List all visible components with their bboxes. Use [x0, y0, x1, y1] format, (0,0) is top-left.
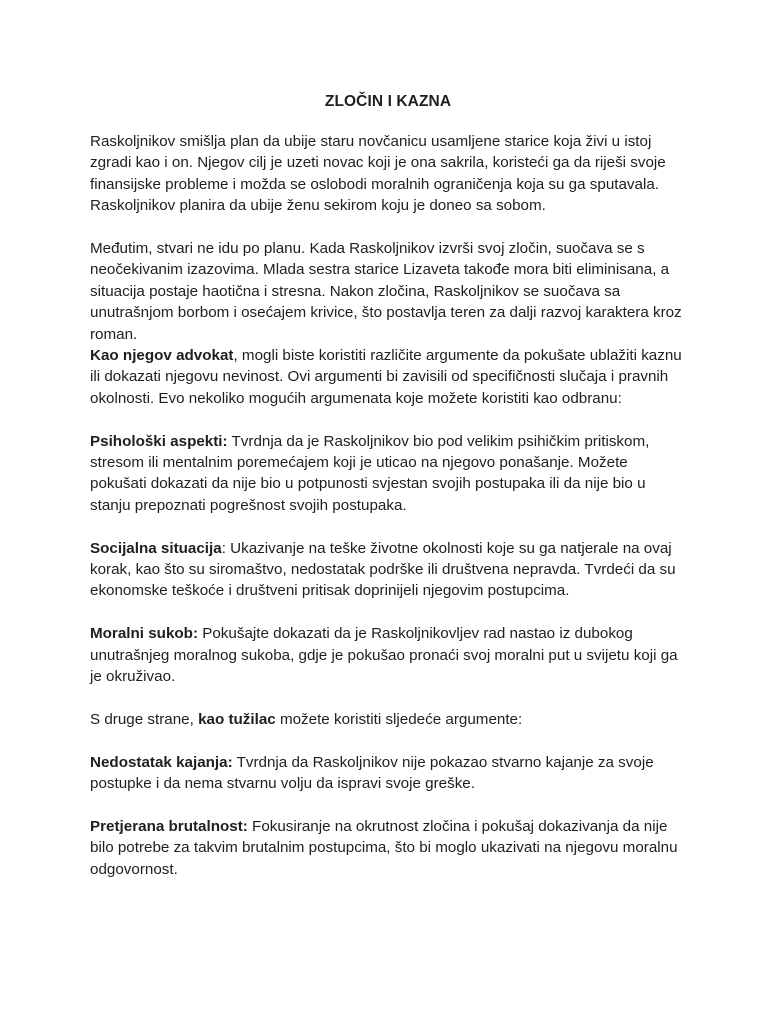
defense-lead-paragraph: [90, 345, 686, 409]
defense-item-label: Moralni sukob:: [90, 625, 199, 643]
defense-item-moral: [90, 623, 686, 687]
defense-item-label: Socijalna situacija: [90, 539, 222, 557]
prosecution-lead-bold: kao tužilac: [198, 710, 276, 728]
defense-lead-bold: Kao njegov advokat: [90, 347, 234, 365]
paragraph-gap: [90, 217, 686, 238]
prosecution-item-text: Tvrdnja da Raskoljnikov nije pokazao stvarno kajanje za svoje postupke i da nema stvarnu volju da ispravi svoje greške.: [90, 753, 654, 793]
defense-item-text: Pokušajte dokazati da je Raskoljnikovljev rad nastao iz dubokog unutrašnjeg moralnog sukoba, gdje je pokušao pronaći svoj moralni put u svijetu koji ga je okruživao.: [90, 625, 678, 686]
prosecution-item-text: Fokusiranje na okrutnost zločina i pokušaj dokazivanja da nije bilo potrebe za takvim brutalnim postupcima, što bi moglo ukazivati na njegovu moralnu odgovornost.: [90, 817, 678, 878]
paragraph-gap: [90, 688, 686, 709]
paragraph-gap: [90, 602, 686, 623]
defense-item-psychological: [90, 431, 686, 517]
prosecution-item-brutality: [90, 816, 686, 880]
defense-lead-text: , mogli biste koristiti različite argumente da pokušate ublažiti kaznu ili dokazati njegovu nevinost. Ovi argumenti bi zavisili od specifičnosti slučaja i pravnih okolnosti. Evo nekoliko mogućih argumenata koje možete koristiti kao odbranu:: [90, 347, 682, 407]
intro-paragraph-1: Raskoljnikov smišlja plan da ubije staru novčanicu usamljene starice koja živi u istoj zgradi kao i on. Njegov cilj je uzeti novac koji je ona sakrila, koristeći ga da riješi svoje finansijske probleme i možda se oslobodi moralnih ograničenja koja su ga sputavala. Raskoljnikov planira da ubije ženu sekirom koju je doneo sa sobom.: [90, 133, 666, 215]
paragraph-gap: [90, 516, 686, 537]
paragraph-gap: [90, 730, 686, 751]
defense-item-text: Tvrdnja da je Raskoljnikov bio pod velikim psihičkim pritiskom, stresom ili mentalnim poremećajem koji je uticao na njegovo ponašanje. Možete pokušati dokazati da nije bio u potpunosti svjestan svojih postupaka ili da nije bio u stanju prepoznati pogrešnost svojih postupaka.: [90, 432, 650, 514]
prosecution-lead-pre: S druge strane,: [90, 710, 199, 728]
prosecution-lead-post: možete koristiti sljedeće argumente:: [275, 710, 523, 728]
defense-item-social: [90, 538, 686, 602]
prosecution-item-label: Nedostatak kajanja:: [90, 753, 233, 771]
paragraph-gap: [90, 795, 686, 816]
paragraph-gap: [90, 409, 686, 430]
intro-paragraph-2: Međutim, stvari ne idu po planu. Kada Raskoljnikov izvrši svoj zločin, suočava se s neočekivanim izazovima. Mlada sestra starice Lizaveta takođe mora biti eliminisana, a situacija postaje haotična i stresna. Nakon zločina, Raskoljnikov se suočava sa unutrašnjom borbom i osećajem krivice, što postavlja teren za dalji razvoj karaktera kroz roman.: [90, 240, 682, 343]
defense-item-label: Psihološki aspekti:: [90, 432, 228, 450]
prosecution-item-remorse: [90, 752, 686, 795]
prosecution-lead-paragraph: [90, 709, 686, 730]
document-title: ZLOČIN I KAZNA: [324, 93, 452, 110]
defense-item-text: : Ukazivanje na teške životne okolnosti koje su ga natjerale na ovaj korak, kao što su siromaštvo, nedostatak podrške ili društvena nepravda. Tvrdeći da su ekonomske teškoće i društveni pritisak doprinijeli njegovim postupcima.: [90, 539, 676, 600]
prosecution-item-label: Pretjerana brutalnost:: [90, 817, 248, 835]
